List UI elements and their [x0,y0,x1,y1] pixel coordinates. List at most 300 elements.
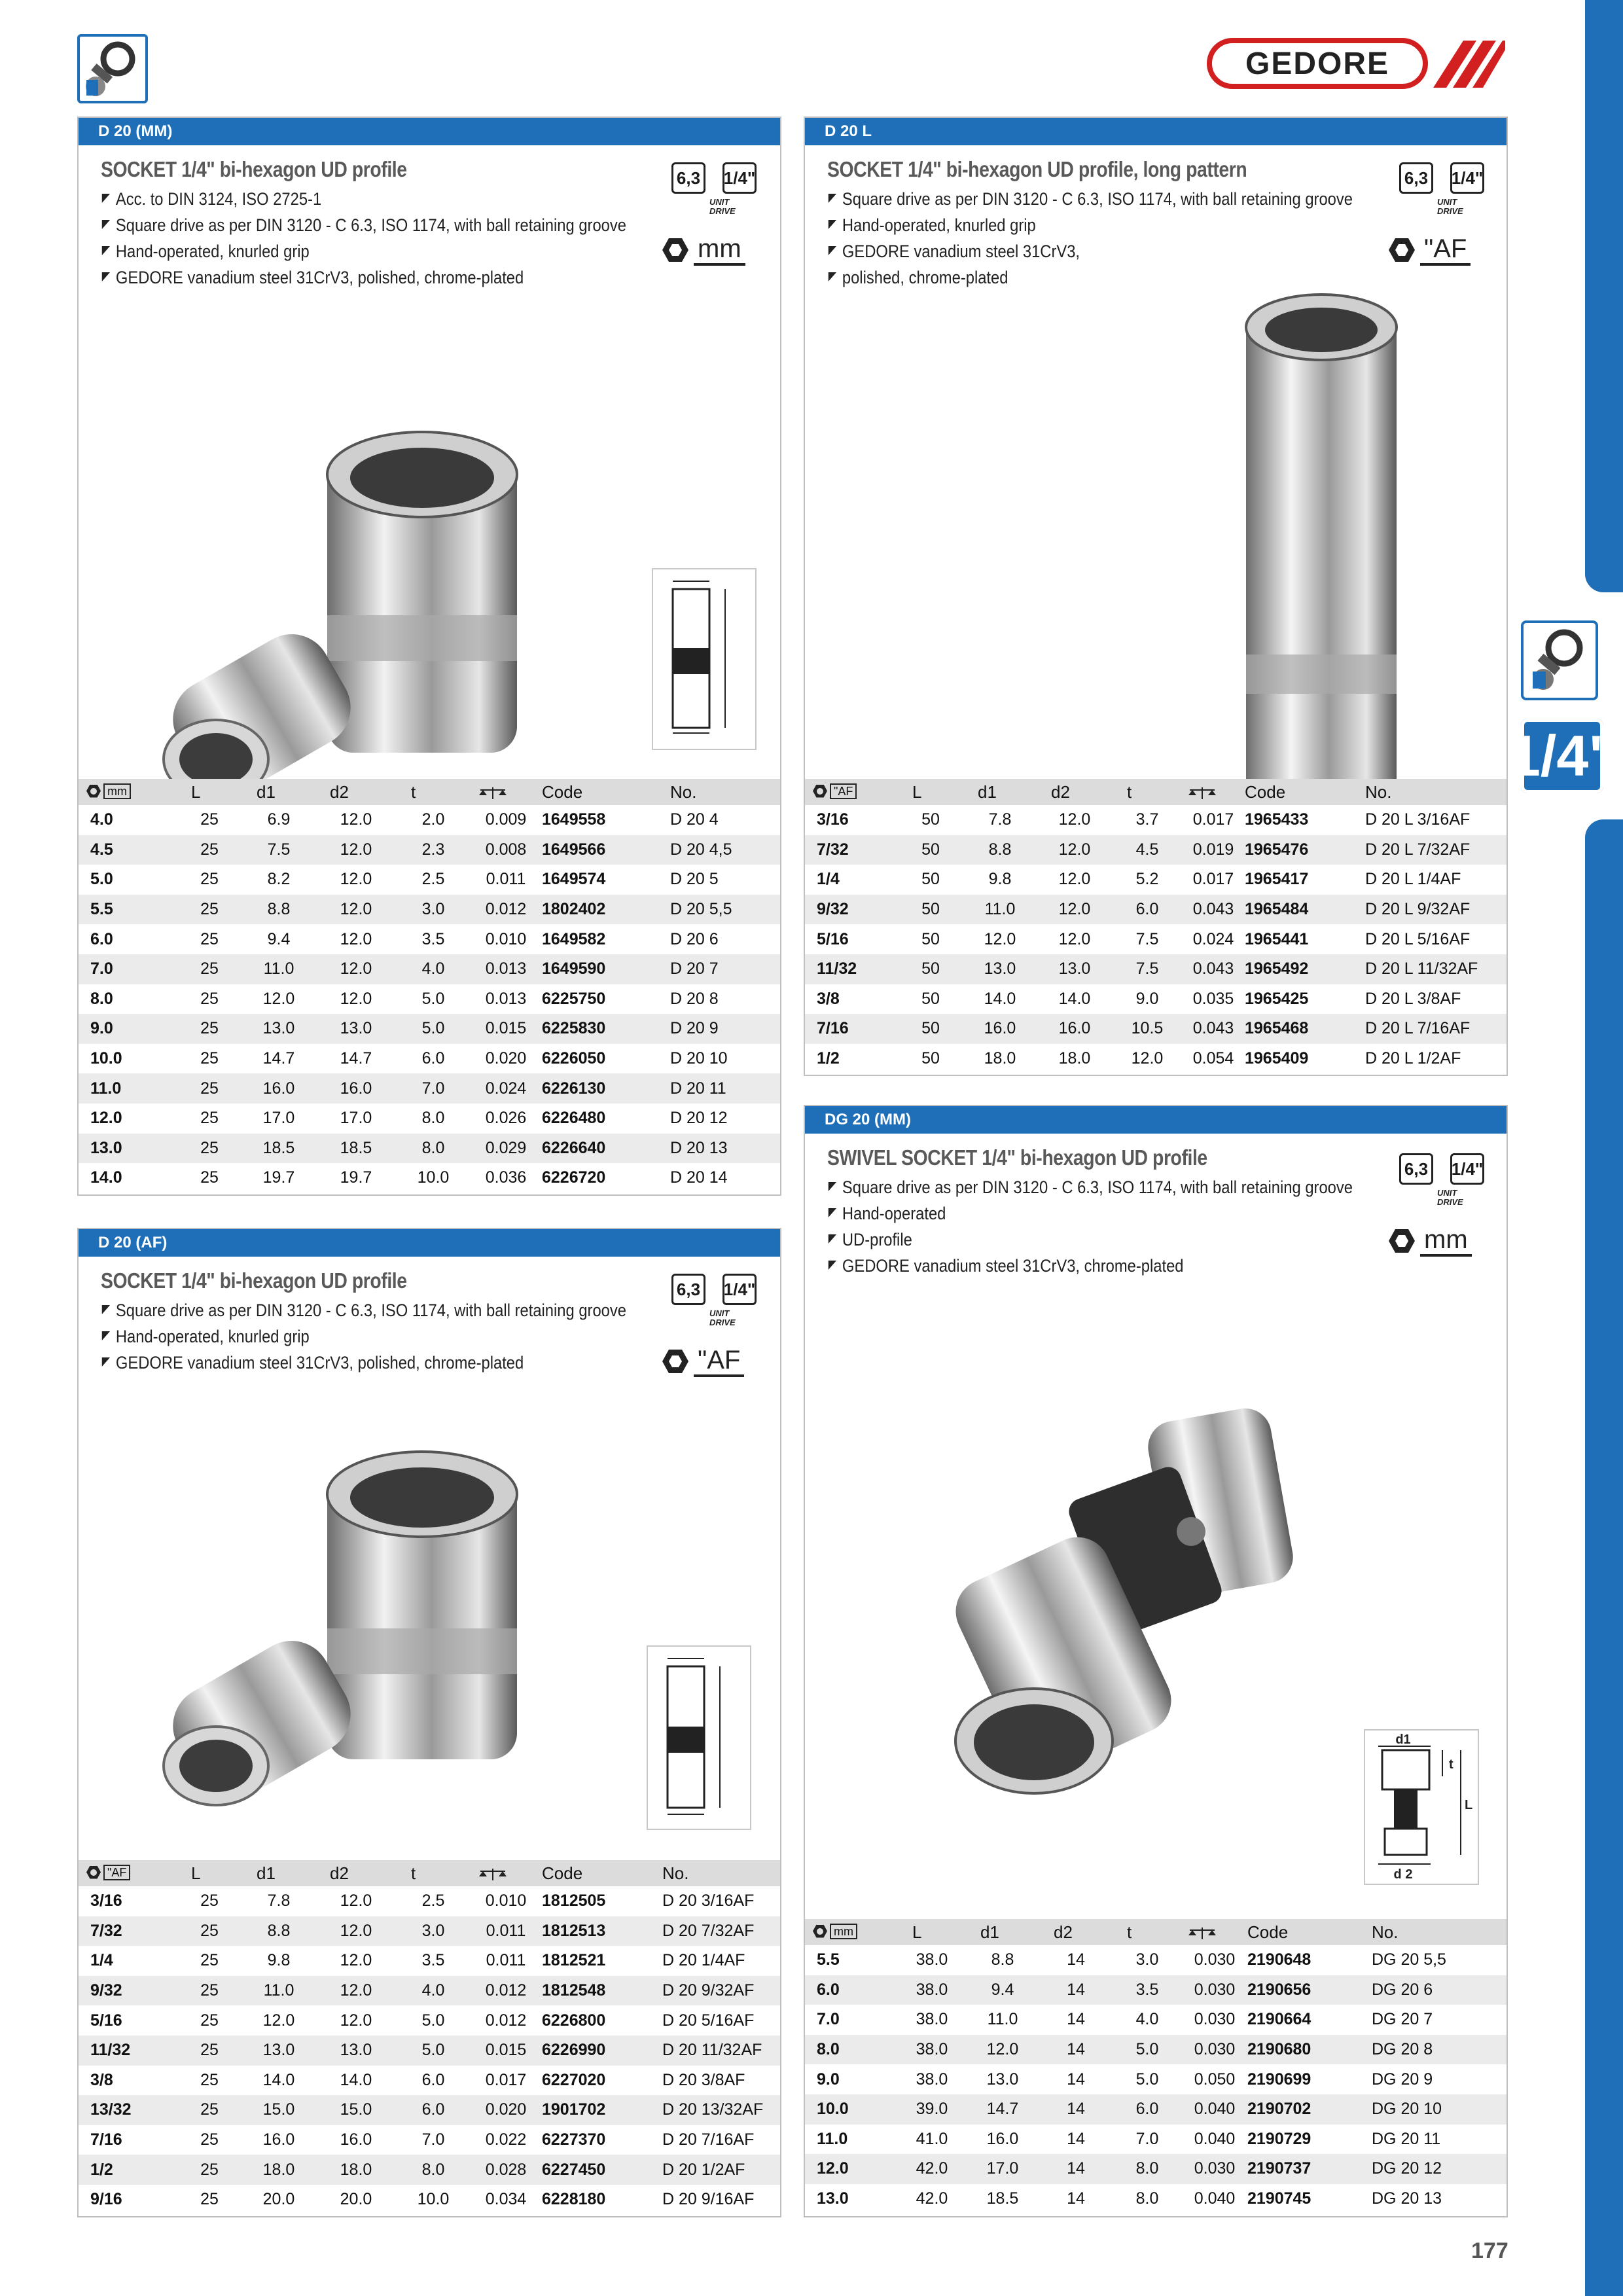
cell-length: 50 [898,865,963,895]
unit-drive-icon: UNIT DRIVE [1437,1188,1463,1207]
cell-code: 6226050 [542,1044,670,1074]
cell-length: 25 [177,1916,242,1946]
cell-length: 41.0 [898,2125,966,2155]
cell-length: 25 [177,835,242,865]
cell-d1: 9.8 [963,865,1037,895]
cell-d1: 9.4 [966,1975,1039,2005]
cell-t: 6.0 [1113,2094,1182,2125]
gedore-logo [1207,37,1505,92]
cell-d2: 13.0 [315,2036,397,2066]
cell-article-no: D 20 4,5 [670,835,780,865]
cell-size: 5/16 [805,924,898,954]
cell-d2: 14.7 [315,1044,397,1074]
table-row [805,835,1507,865]
cell-size: 3/16 [79,1886,177,1916]
cell-t: 6.0 [397,1044,470,1074]
cell-size: 10.0 [79,1044,177,1074]
cell-article-no: D 20 9 [670,1014,780,1044]
cell-length: 38.0 [898,2005,966,2035]
edge-tab-top [1585,0,1623,592]
feature-item: Square drive as per DIN 3120 - C 6.3, ISO 1174, with ball retaining groove [101,1297,626,1323]
table-row [79,2185,780,2215]
cell-size: 12.0 [805,2154,898,2184]
cell-d1: 6.9 [242,805,315,835]
col-length: L [177,1860,242,1886]
cell-d1: 18.5 [966,2184,1039,2214]
cell-t: 2.0 [397,805,470,835]
cell-article-no: D 20 14 [670,1163,780,1193]
cell-size: 11.0 [805,2125,898,2155]
cell-t: 8.0 [397,2155,470,2185]
cell-code: 1965417 [1245,865,1365,895]
cell-d2: 13.0 [315,1014,397,1044]
cell-length: 25 [177,984,242,1014]
cell-size: 5.5 [805,1945,898,1975]
cell-size: 10.0 [805,2094,898,2125]
cell-article-no: DG 20 8 [1372,2035,1507,2065]
long-socket-illustration [1237,288,1407,857]
cell-article-no: D 20 L 1/4AF [1365,865,1507,895]
cell-size: 7/32 [79,1916,177,1946]
cell-t: 4.0 [397,954,470,984]
col-d2: d2 [315,779,397,805]
cell-length: 39.0 [898,2094,966,2125]
cell-size: 5/16 [79,2005,177,2036]
cell-weight: 0.011 [470,1916,542,1946]
cell-size: 6.0 [805,1975,898,2005]
cell-length: 25 [177,2185,242,2215]
cell-code: 6227020 [542,2066,662,2096]
cell-length: 25 [177,2066,242,2096]
cell-d1: 9.8 [242,1946,315,1976]
feature-item: polished, chrome-plated [827,264,1353,291]
cell-code: 6226130 [542,1073,670,1103]
cell-weight: 0.030 [1182,2154,1247,2184]
cell-size: 3/8 [79,2066,177,2096]
cell-d1: 11.0 [963,895,1037,925]
cell-length: 25 [177,895,242,925]
cell-size: 1/2 [805,1044,898,1074]
col-size: "AF [805,779,898,805]
cell-t: 2.3 [397,835,470,865]
cell-article-no: D 20 7/32AF [662,1916,780,1946]
cell-d1: 18.5 [242,1134,315,1164]
cell-length: 25 [177,1014,242,1044]
cell-code: 1812548 [542,1976,662,2006]
cell-weight: 0.020 [470,2095,542,2125]
cell-code: 1649558 [542,805,670,835]
cell-d2: 16.0 [315,2125,397,2155]
feature-item: GEDORE vanadium steel 31CrV3, chrome-plated [827,1253,1353,1279]
cell-d2: 12.0 [315,1916,397,1946]
product-title: SOCKET 1/4" bi-hexagon UD profile [101,157,407,181]
cell-size: 5.5 [79,895,177,925]
label-t: t [1449,1757,1454,1772]
cell-weight: 0.024 [470,1073,542,1103]
cell-length: 25 [177,1976,242,2006]
cell-d2: 14 [1039,2064,1113,2094]
cell-article-no: DG 20 6 [1372,1975,1507,2005]
cell-t: 2.5 [397,1886,470,1916]
table-row [79,2066,780,2096]
cell-length: 25 [177,1044,242,1074]
cell-weight: 0.017 [470,2066,542,2096]
unit-drive-icon: UNIT DRIVE [1437,197,1463,216]
cell-code: 1901702 [542,2095,662,2125]
cell-size: 13.0 [79,1134,177,1164]
drive-size-badge: 6,3 [1399,162,1433,194]
cell-code: 1649590 [542,954,670,984]
cell-article-no: D 20 L 5/16AF [1365,924,1507,954]
scale-icon [478,786,508,800]
cell-length: 25 [177,2005,242,2036]
cell-d2: 15.0 [315,2095,397,2125]
table-row [79,1976,780,2006]
cell-size: 11/32 [805,954,898,984]
table-row [805,924,1507,954]
cell-d2: 19.7 [315,1163,397,1193]
spec-table [79,1860,780,2215]
cell-code: 1649582 [542,924,670,954]
cell-article-no: D 20 11 [670,1073,780,1103]
cell-weight: 0.010 [470,1886,542,1916]
cell-code: 2190745 [1247,2184,1372,2214]
cell-d1: 12.0 [242,984,315,1014]
cell-article-no: D 20 13 [670,1134,780,1164]
cell-size: 1/2 [79,2155,177,2185]
hex-unit-mm [662,233,745,267]
table-row [805,2154,1507,2184]
table-row [79,2005,780,2036]
table-row [79,835,780,865]
cell-d2: 14 [1039,2184,1113,2214]
cell-weight: 0.024 [1182,924,1245,954]
cell-length: 38.0 [898,1975,966,2005]
cell-d1: 11.0 [242,954,315,984]
cell-d1: 16.0 [966,2125,1039,2155]
cell-weight: 0.029 [470,1134,542,1164]
col-d1: d1 [242,1860,315,1886]
cell-article-no: D 20 11/32AF [662,2036,780,2066]
cell-d1: 16.0 [242,1073,315,1103]
cell-d2: 18.0 [315,2155,397,2185]
col-weight [470,1860,542,1886]
col-d1: d1 [963,779,1037,805]
cell-t: 3.0 [397,1916,470,1946]
cell-length: 25 [177,1103,242,1134]
feature-item: GEDORE vanadium steel 31CrV3, [827,238,1353,264]
table-row [79,805,780,835]
col-t: t [1113,1919,1182,1945]
cell-weight: 0.030 [1182,2035,1247,2065]
cell-d1: 14.0 [963,984,1037,1014]
scale-icon [1187,1926,1217,1941]
cell-t: 8.0 [1113,2154,1182,2184]
cell-t: 2.5 [397,865,470,895]
cell-article-no: D 20 7 [670,954,780,984]
cell-d2: 13.0 [1037,954,1113,984]
cell-d2: 14 [1039,1975,1113,2005]
cell-length: 25 [177,1163,242,1193]
col-d1: d1 [966,1919,1039,1945]
edge-tab-bottom [1585,819,1623,2296]
cell-weight: 0.030 [1182,2005,1247,2035]
cell-d1: 11.0 [242,1976,315,2006]
cell-t: 10.0 [397,2185,470,2215]
cell-t: 3.5 [397,924,470,954]
cell-weight: 0.040 [1182,2094,1247,2125]
table-header-row [805,779,1507,805]
cell-weight: 0.030 [1182,1945,1247,1975]
cell-article-no: DG 20 7 [1372,2005,1507,2035]
col-no: No. [662,1860,780,1886]
col-code: Code [1247,1919,1372,1945]
cell-weight: 0.040 [1182,2125,1247,2155]
cell-d2: 18.0 [1037,1044,1113,1074]
cell-code: 1812513 [542,1916,662,1946]
cell-length: 50 [898,984,963,1014]
col-no: No. [1365,779,1507,805]
cell-length: 50 [898,895,963,925]
hexagon-icon [86,785,101,798]
table-header-row [805,1919,1507,1945]
cell-d2: 18.5 [315,1134,397,1164]
col-size: mm [805,1919,898,1945]
cell-article-no: D 20 8 [670,984,780,1014]
cell-t: 7.5 [1113,954,1182,984]
table-row [79,895,780,925]
cell-weight: 0.012 [470,2005,542,2036]
feature-item: Square drive as per DIN 3120 - C 6.3, ISO 1174, with ball retaining groove [827,186,1353,212]
svg-text:GEDORE: GEDORE [1245,46,1390,81]
table-row [79,1886,780,1916]
swivel-socket-illustration [929,1401,1348,1833]
cell-d2: 16.0 [315,1073,397,1103]
cell-weight: 0.043 [1182,895,1245,925]
cell-d1: 12.0 [963,924,1037,954]
cell-article-no: D 20 13/32AF [662,2095,780,2125]
cell-weight: 0.054 [1182,1044,1245,1074]
table-row [79,2036,780,2066]
cell-t: 5.0 [1113,2035,1182,2065]
drive-size-badge: 6,3 [671,162,705,194]
table-row [805,2125,1507,2155]
cell-article-no: D 20 6 [670,924,780,954]
feature-item: Hand-operated, knurled grip [101,238,626,264]
cell-length: 25 [177,2095,242,2125]
cell-size: 9.0 [79,1014,177,1044]
cell-code: 2190702 [1247,2094,1372,2125]
cell-t: 10.5 [1113,1014,1182,1044]
unit-label: "AF [694,1346,744,1377]
table-row [79,984,780,1014]
feature-item: Square drive as per DIN 3120 - C 6.3, ISO 1174, with ball retaining groove [827,1174,1353,1200]
cell-article-no: DG 20 13 [1372,2184,1507,2214]
table-row [805,2064,1507,2094]
cell-weight: 0.020 [470,1044,542,1074]
cell-d1: 9.4 [242,924,315,954]
cell-weight: 0.026 [470,1103,542,1134]
feature-item: GEDORE vanadium steel 31CrV3, polished, chrome-plated [101,1350,626,1376]
cell-size: 14.0 [79,1163,177,1193]
col-code: Code [542,779,670,805]
cell-t: 8.0 [1113,2184,1182,2214]
table-row [79,1103,780,1134]
cell-d1: 7.5 [242,835,315,865]
cell-d1: 7.8 [963,805,1037,835]
cell-d1: 8.8 [963,835,1037,865]
feature-item: UD-profile [827,1227,1353,1253]
cell-article-no: D 20 L 11/32AF [1365,954,1507,984]
cell-t: 3.5 [397,1946,470,1976]
cell-d2: 12.0 [1037,835,1113,865]
cell-d2: 14.0 [1037,984,1113,1014]
cell-code: 1649574 [542,865,670,895]
table-row [805,2094,1507,2125]
cell-t: 6.0 [397,2095,470,2125]
cell-d2: 16.0 [1037,1014,1113,1044]
cell-code: 2190664 [1247,2005,1372,2035]
cell-size: 13.0 [805,2184,898,2214]
cell-length: 50 [898,954,963,984]
table-row [79,954,780,984]
cell-t: 5.0 [397,2036,470,2066]
cell-article-no: DG 20 12 [1372,2154,1507,2184]
table-row [79,1073,780,1103]
cell-weight: 0.012 [470,895,542,925]
cell-size: 6.0 [79,924,177,954]
table-row [79,2125,780,2155]
cell-article-no: D 20 5,5 [670,895,780,925]
spec-table [79,779,780,1193]
cell-article-no: DG 20 11 [1372,2125,1507,2155]
col-length: L [898,1919,966,1945]
cell-d2: 14.0 [315,2066,397,2096]
col-code: Code [1245,779,1365,805]
table-row [79,924,780,954]
cell-d1: 16.0 [242,2125,315,2155]
feature-list [101,186,698,291]
cell-d2: 20.0 [315,2185,397,2215]
cell-t: 9.0 [1113,984,1182,1014]
cell-size: 8.0 [79,984,177,1014]
product-title: SOCKET 1/4" bi-hexagon UD profile [101,1268,407,1293]
cell-length: 25 [177,1886,242,1916]
cell-weight: 0.043 [1182,954,1245,984]
cell-d2: 12.0 [315,895,397,925]
cell-size: 7/32 [805,835,898,865]
cell-weight: 0.012 [470,1976,542,2006]
cell-article-no: DG 20 5,5 [1372,1945,1507,1975]
cell-weight: 0.009 [470,805,542,835]
cell-d1: 20.0 [242,2185,315,2215]
cell-length: 42.0 [898,2154,966,2184]
cell-t: 4.0 [1113,2005,1182,2035]
cell-t: 7.0 [397,1073,470,1103]
cell-article-no: D 20 12 [670,1103,780,1134]
cell-length: 25 [177,1073,242,1103]
cell-t: 5.0 [397,984,470,1014]
cell-d2: 12.0 [1037,805,1113,835]
technical-drawing [652,568,757,750]
hexagon-icon [86,1866,101,1879]
panel-header: D 20 L [805,118,1507,145]
col-length: L [177,779,242,805]
cell-d1: 14.7 [242,1044,315,1074]
cell-article-no: D 20 5/16AF [662,2005,780,2036]
cell-article-no: DG 20 9 [1372,2064,1507,2094]
cell-code: 6226640 [542,1134,670,1164]
drive-fraction-badge: 1/4" [1450,162,1484,194]
cell-weight: 0.011 [470,865,542,895]
cell-size: 1/4 [805,865,898,895]
cell-size: 7/16 [805,1014,898,1044]
hex-unit-mm [1389,1224,1472,1258]
cell-weight: 0.030 [1182,1975,1247,2005]
cell-length: 50 [898,835,963,865]
cell-length: 25 [177,2155,242,2185]
cell-t: 3.0 [397,895,470,925]
cell-d2: 14 [1039,2005,1113,2035]
cell-weight: 0.015 [470,2036,542,2066]
cell-code: 1965425 [1245,984,1365,1014]
table-row [79,1134,780,1164]
product-title: SOCKET 1/4" bi-hexagon UD profile, long pattern [827,157,1247,181]
label-d2: d 2 [1393,1867,1413,1882]
feature-item: Hand-operated, knurled grip [101,1323,626,1350]
feature-item: Hand-operated, knurled grip [827,212,1353,238]
cell-article-no: D 20 L 9/32AF [1365,895,1507,925]
cell-article-no: D 20 10 [670,1044,780,1074]
cell-length: 25 [177,805,242,835]
cell-article-no: D 20 L 3/16AF [1365,805,1507,835]
table-row [805,954,1507,984]
hex-unit-af [1389,233,1471,267]
cell-weight: 0.011 [470,1946,542,1976]
cell-t: 7.0 [397,2125,470,2155]
col-weight [1182,1919,1247,1945]
cell-code: 6226720 [542,1163,670,1193]
table-row [79,865,780,895]
cell-article-no: D 20 1/4AF [662,1946,780,1976]
cell-length: 25 [177,2036,242,2066]
col-weight [470,779,542,805]
cell-weight: 0.035 [1182,984,1245,1014]
cell-code: 2190656 [1247,1975,1372,2005]
cell-size: 7.0 [79,954,177,984]
col-d2: d2 [1037,779,1113,805]
cell-article-no: DG 20 10 [1372,2094,1507,2125]
cell-size: 9/32 [805,895,898,925]
cell-size: 9/16 [79,2185,177,2215]
cell-t: 5.0 [397,2005,470,2036]
col-t: t [397,779,470,805]
hexagon-icon [1389,238,1415,262]
spec-table [805,1919,1507,2214]
cell-t: 6.0 [397,2066,470,2096]
cell-article-no: D 20 L 7/16AF [1365,1014,1507,1044]
table-row [79,1916,780,1946]
cell-article-no: D 20 L 1/2AF [1365,1044,1507,1074]
cell-d2: 12.0 [315,924,397,954]
cell-code: 6226800 [542,2005,662,2036]
table-row [805,1975,1507,2005]
feature-list [827,186,1424,291]
cell-weight: 0.043 [1182,1014,1245,1044]
table-row [79,1014,780,1044]
cell-d2: 12.0 [315,954,397,984]
table-header-row [79,1860,780,1886]
